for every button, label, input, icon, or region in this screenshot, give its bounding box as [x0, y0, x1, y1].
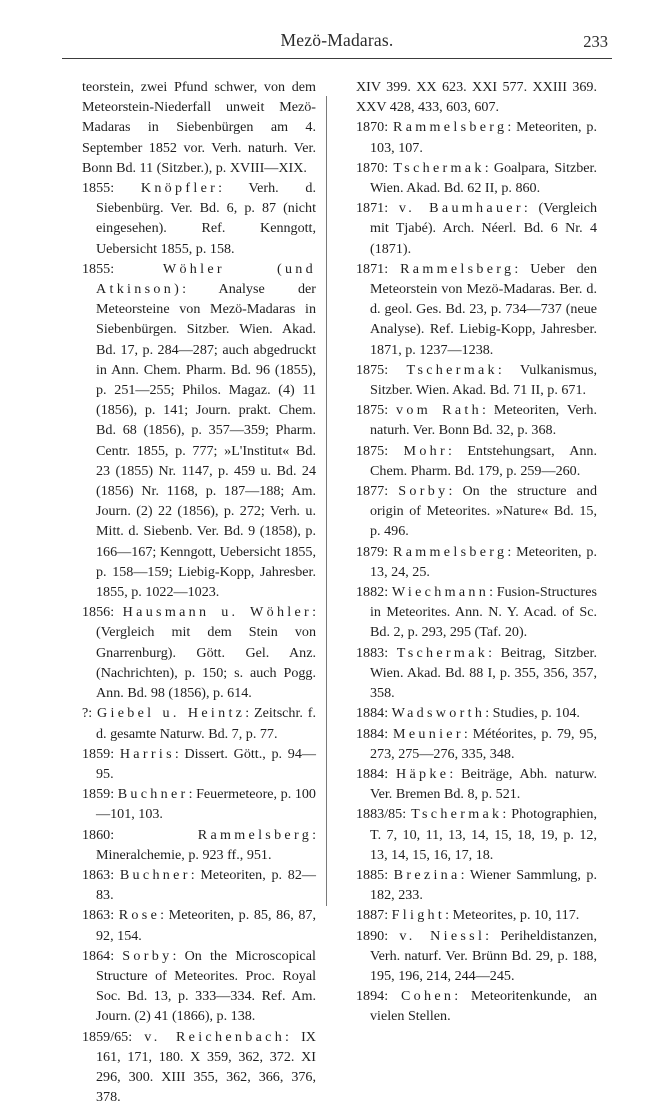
entry-text: Beiträge, Abh. naturw. Ver. Bremen Bd. 8, p. 521.	[370, 765, 597, 803]
entry-year: 1875	[356, 402, 385, 419]
entry-year: 1864	[82, 947, 111, 964]
bibliography-entry: 1884: Wadsworth: Studies, p. 104.	[356, 705, 580, 722]
entry-text: On the Microscopical Structure of Meteorites. Proc. Royal Soc. Bd. 13, p. 333—334. Ref. Am. Journ. (2) 41 (1866), p. 138.	[96, 947, 316, 1025]
entry-text: Meteoriten, p. 82—83.	[96, 866, 316, 904]
entry-text: Analyse der Meteorsteine von Mezö-Madaras in Siebenbürgen. Sitzber. Wien. Akad. Bd. 17, p. 284—287; auch abgedruckt in Ann. Chem. Pharm. Bd. 96 (1855), p. 251—255; Philos. Magaz. (4) 11 (1856), p. 141; Journ. prakt. Chem. Bd. 68 (1856), p. 357—359; Pharm. Centr. 1855, p. 777; »L'Institut« Bd. 23 (1855) Nr. 1147, p. 459 u. Bd. 24 (1856) Nr. 1168, p. 187—188; Am. Journ. (2) 22 (1856), p. 272; Verh. u. Mitt. d. Siebenb. Ver. Bd. 9 (1858), p. 166—167; Kenngott, Uebersicht 1855, p. 158—159; Liebig-Kopp, Jahresber. 1855, p. 1022—1023.	[96, 281, 316, 601]
entry-author: Häpke	[396, 765, 450, 782]
bibliography-entry: 1882: Wiechmann: Fusion-Structures in Meteorites. Ann. N. Y. Acad. of Sc. Bd. 2, p. 293, 295 (Taf. 20).	[356, 584, 597, 641]
bibliography-entry	[356, 77, 597, 117]
entry-text: Meteoriten, p. 103, 107.	[370, 119, 597, 156]
header-rule	[62, 58, 612, 59]
bibliography-entry: 1860: Rammelsberg: Mineralchemie, p. 923 ff., 951.	[82, 826, 316, 863]
entry-text: Dissert. Gött., p. 94—95.	[96, 745, 316, 782]
entry-year: 1856	[82, 604, 111, 621]
bibliography-entry: 1877: Sorby: On the structure and origin of Meteorites. »Nature« Bd. 15, p. 496.	[356, 483, 597, 540]
entry-text: Fusion-Structures in Meteorites. Ann. N. Y. Acad. of Sc. Bd. 2, p. 293, 295 (Taf. 20).	[370, 584, 597, 641]
entry-year: 1884	[356, 705, 385, 722]
entry-author: Rammelsberg	[197, 826, 313, 843]
entry-year: 1883/85	[356, 806, 403, 823]
entry-year: 1883	[356, 644, 385, 661]
bibliography-entry: 1855: Wöhler (und Atkinson): Analyse der Meteorsteine von Mezö-Madaras in Siebenbürgen. Sitzber. Wien. Akad. Bd. 17, p. 284—287; auch abgedruckt in Ann. Chem. Pharm. Bd. 96 (1855), p. 251—255; Philos. Magaz. (4) 11 (1856), p. 141; Journ. prakt. Chem. Bd. 68 (1856), p. 357—359; Pharm. Centr. 1855, p. 777; »L'Institut« Bd. 23 (1855) Nr. 1147, p. 459 u. Bd. 24 (1856) Nr. 1168, p. 187—188; Am. Journ. (2) 22 (1856), p. 272; Verh. u. Mitt. d. Siebenb. Ver. Bd. 9 (1858), p. 166—167; Kenngott, Uebersicht 1855, p. 158—159; Liebig-Kopp, Jahresber. 1855, p. 1022—1023.	[82, 260, 316, 601]
bibliography-entry: 1871: Rammelsberg: Ueber den Meteorstein von Mezö-Madaras. Ber. d. d. geol. Ges. Bd. 23, p. 734—737 (neue Analyse). Ref. Liebig-Kopp, Jahresber. 1871, p. 1237—1238.	[356, 260, 597, 358]
entry-year: 1875	[356, 442, 385, 459]
running-title: Mezö-Madaras.	[280, 30, 394, 50]
bibliography-entry: 1887: Flight: Meteorites, p. 10, 117.	[356, 907, 580, 924]
entry-author: vom Rath	[396, 402, 482, 419]
entry-year: 1870	[356, 119, 385, 136]
entry-author: Buchner	[117, 786, 189, 803]
entry-author: v. Baumhauer	[398, 200, 524, 217]
entry-author: Wadsworth	[391, 705, 486, 722]
entry-text: Meteoriten, Verh. naturh. Ver. Bonn Bd. 32, p. 368.	[370, 402, 597, 439]
bibliography-entry: 1859: Buchner: Feuermeteore, p. 100—101, 103.	[82, 786, 316, 823]
bibliography-entry: 1870: Rammelsberg: Meteoriten, p. 103, 107.	[356, 119, 597, 156]
entry-author: Rammelsberg	[400, 260, 515, 277]
entry-year: 1870	[356, 159, 385, 176]
entry-text: Vulkanismus, Sitzber. Wien. Akad. Bd. 71 II, p. 671.	[370, 361, 597, 399]
bibliography-entry: 1859/65: v. Reichenbach: IX 161, 171, 180. X 359, 362, 372. XI 296, 300. XIII 355, 362, 366, 376, 378.	[82, 1028, 316, 1106]
entry-author: Wöhler (und Atkinson)	[96, 260, 316, 298]
bibliography-entry	[82, 77, 316, 178]
entry-text: Beitrag, Sitzber. Wien. Akad. Bd. 88 I, p. 355, 356, 357, 358.	[370, 644, 597, 702]
entry-text: Periheldistanzen, Verh. naturf. Ver. Brünn Bd. 29, p. 188, 195, 196, 214, 244—245.	[370, 927, 597, 984]
entry-text: (Vergleich mit dem Stein von Gnarrenburg). Gött. Gel. Anz. (Nachrichten), p. 150; s. auch Pogg. Ann. Bd. 98 (1856), p. 614.	[96, 624, 316, 702]
bibliography-entry: 1875: vom Rath: Meteoriten, Verh. naturh. Ver. Bonn Bd. 32, p. 368.	[356, 402, 597, 439]
bibliography-entry: ?: Giebel u. Heintz: Zeitschr. f. d. gesamte Naturw. Bd. 7, p. 77.	[82, 705, 316, 742]
entry-year: 1859/65	[82, 1028, 129, 1045]
bibliography-entry: 1863: Buchner: Meteoriten, p. 82—83.	[82, 866, 316, 904]
entry-author: Tschermak	[411, 806, 503, 823]
bibliography-entry: 1884: Meunier: Météorites, p. 79, 95, 273, 275—276, 335, 348.	[356, 725, 597, 762]
entry-author: Giebel u. Heintz	[97, 705, 246, 722]
entry-author: Tschermak	[393, 159, 485, 176]
entry-year: 1859	[82, 745, 111, 762]
entry-author: Hausmann u. Wöhler	[122, 604, 313, 621]
entry-year: 1894	[356, 988, 385, 1005]
entry-author: v. Reichenbach	[144, 1028, 286, 1045]
entry-year: 1877	[356, 483, 385, 500]
bibliography-entry: 1870: Tschermak: Goalpara, Sitzber. Wien. Akad. Bd. 62 II, p. 860.	[356, 159, 597, 197]
entry-author: Flight	[391, 907, 446, 924]
page-number: 233	[583, 32, 608, 51]
entry-author: Sorby	[398, 483, 449, 500]
bibliography-entry: 1875: Mohr: Entstehungsart, Ann. Chem. Pharm. Bd. 179, p. 259—260.	[356, 442, 597, 479]
entry-year: 1871	[356, 260, 385, 277]
entry-year: 1871	[356, 200, 385, 217]
entry-author: v. Niessl	[399, 927, 486, 944]
entry-text: Météorites, p. 79, 95, 273, 275—276, 335, 348.	[370, 725, 597, 762]
entry-text: XIV 399. XX 623. XXI 577. XXIII 369. XXV 428, 433, 603, 607.	[356, 79, 597, 116]
entry-year: 1875	[356, 361, 385, 378]
entry-year: 1863	[82, 866, 111, 883]
entry-text: Meteoriten, p. 13, 24, 25.	[370, 543, 597, 580]
entry-author: Rose	[118, 907, 161, 924]
entry-author: Cohen	[400, 988, 455, 1005]
entry-year: 1887	[356, 907, 385, 924]
entry-text: On the structure and origin of Meteorites. »Nature« Bd. 15, p. 496.	[370, 483, 597, 540]
entry-year: 1859	[82, 786, 111, 803]
bibliography-entry: 1863: Rose: Meteoriten, p. 85, 86, 87, 92, 154.	[82, 907, 316, 944]
entry-year: 1884	[356, 725, 385, 742]
entry-author: Tschermak	[396, 644, 489, 661]
entry-year: 1863	[82, 907, 111, 924]
bibliography-entry: 1856: Hausmann u. Wöhler: (Vergleich mit dem Stein von Gnarrenburg). Gött. Gel. Anz. (Nachrichten), p. 150; s. auch Pogg. Ann. Bd. 98 (1856), p. 614.	[82, 604, 316, 702]
entry-author: Rammelsberg	[393, 543, 508, 560]
entry-year: 1890	[356, 927, 385, 944]
entry-year: ?	[82, 705, 89, 722]
entry-author: Mohr	[403, 442, 449, 459]
bibliography-entry: 1875: Tschermak: Vulkanismus, Sitzber. Wien. Akad. Bd. 71 II, p. 671.	[356, 361, 597, 399]
bibliography-entry: 1890: v. Niessl: Periheldistanzen, Verh. naturf. Ver. Brünn Bd. 29, p. 188, 195, 196, 214, 244—245.	[356, 927, 597, 984]
bibliography-entry: 1883/85: Tschermak: Photographien, T. 7, 10, 11, 13, 14, 15, 18, 19, p. 12, 13, 14, 15, 16, 17, 18.	[356, 806, 597, 863]
entry-text: Ueber den Meteorstein von Mezö-Madaras. Ber. d. d. geol. Ges. Bd. 23, p. 734—737 (neue Analyse). Ref. Liebig-Kopp, Jahresber. 1871, p. 1237—1238.	[370, 260, 597, 358]
bibliography-entry: 1864: Sorby: On the Microscopical Structure of Meteorites. Proc. Royal Soc. Bd. 13, p. 333—334. Ref. Am. Journ. (2) 41 (1866), p. 138.	[82, 947, 316, 1025]
entry-text: teorstein, zwei Pfund schwer, von dem Meteorstein-Niederfall unweit Mezö-Madaras in Siebenbürgen am 4. September 1852 vor. Verh. naturh. Ver. Bonn Bd. 11 (Sitzber.), p. XVIII—XIX.	[82, 79, 316, 176]
entry-author: Rammelsberg	[393, 119, 508, 136]
entry-year: 1885	[356, 866, 385, 883]
page-header	[62, 30, 612, 60]
entry-author: Brezina	[393, 866, 461, 883]
entry-author: Meunier	[393, 725, 464, 742]
entry-author: Wiechmann	[391, 584, 490, 601]
entry-year: 1879	[356, 543, 385, 560]
column-divider	[326, 96, 327, 906]
entry-year: 1855	[82, 180, 111, 197]
entry-text: Entstehungsart, Ann. Chem. Pharm. Bd. 179, p. 259—260.	[370, 442, 597, 479]
entry-text: Feuermeteore, p. 100—101, 103.	[96, 786, 316, 823]
entry-text: Goalpara, Sitzber. Wien. Akad. Bd. 62 II, p. 860.	[370, 159, 597, 197]
bibliography-entry: 1884: Häpke: Beiträge, Abh. naturw. Ver. Bremen Bd. 8, p. 521.	[356, 765, 597, 803]
entry-author: Tschermak	[406, 361, 498, 378]
entry-year: 1855	[82, 260, 111, 277]
entry-text: Studies, p. 104.	[492, 705, 580, 722]
entry-author: Harris	[119, 745, 175, 762]
left-column	[82, 77, 316, 1107]
entry-author: Knöpfler	[140, 180, 219, 197]
entry-author: Sorby	[122, 947, 173, 964]
bibliography-entry: 1871: v. Baumhauer: (Vergleich mit Tjabé). Arch. Néerl. Bd. 6 Nr. 4 (1871).	[356, 200, 597, 257]
entry-text: Meteoriten, p. 85, 86, 87, 92, 154.	[96, 907, 316, 944]
entry-text: Meteoritenkunde, an vielen Stellen.	[370, 988, 597, 1025]
entry-year: 1882	[356, 584, 385, 601]
bibliography-entry: 1855: Knöpfler: Verh. d. Siebenbürg. Ver. Bd. 6, p. 87 (nicht eingesehen). Ref. Kenngott, Uebersicht 1855, p. 158.	[82, 180, 316, 257]
entry-text: Photographien, T. 7, 10, 11, 13, 14, 15, 18, 19, p. 12, 13, 14, 15, 16, 17, 18.	[370, 806, 597, 863]
bibliography-entry: 1883: Tschermak: Beitrag, Sitzber. Wien. Akad. Bd. 88 I, p. 355, 356, 357, 358.	[356, 644, 597, 702]
right-column	[356, 77, 597, 1027]
entry-text: Mineralchemie, p. 923 ff., 951.	[96, 846, 272, 863]
entry-year: 1884	[356, 765, 385, 782]
entry-year: 1860	[82, 826, 111, 843]
entry-text: (Vergleich mit Tjabé). Arch. Néerl. Bd. 6 Nr. 4 (1871).	[370, 200, 597, 257]
entry-text: Meteorites, p. 10, 117.	[452, 907, 580, 924]
bibliography-entry: 1885: Brezina: Wiener Sammlung, p. 182, 233.	[356, 866, 597, 904]
bibliography-entry: 1879: Rammelsberg: Meteoriten, p. 13, 24, 25.	[356, 543, 597, 580]
entry-text: Verh. d. Siebenbürg. Ver. Bd. 6, p. 87 (nicht eingesehen). Ref. Kenngott, Uebersicht 1855, p. 158.	[96, 180, 316, 257]
bibliography-entry: 1894: Cohen: Meteoritenkunde, an vielen Stellen.	[356, 988, 597, 1025]
entry-author: Buchner	[119, 866, 191, 883]
entry-text: Wiener Sammlung, p. 182, 233.	[370, 866, 597, 904]
entry-text: IX 161, 171, 180. X 359, 362, 372. XI 296, 300. XIII 355, 362, 366, 376, 378.	[96, 1028, 316, 1106]
bibliography-entry: 1859: Harris: Dissert. Gött., p. 94—95.	[82, 745, 316, 782]
entry-text: Zeitschr. f. d. gesamte Naturw. Bd. 7, p. 77.	[96, 705, 316, 742]
